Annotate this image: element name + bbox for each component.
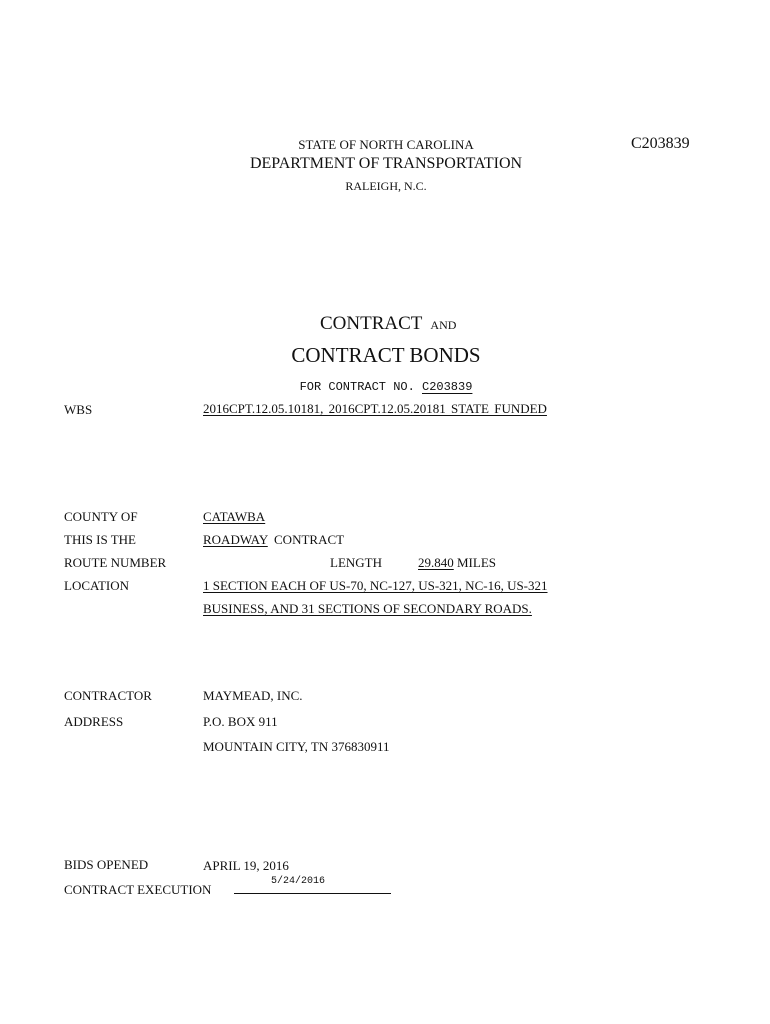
department-name: DEPARTMENT OF TRANSPORTATION <box>249 155 523 172</box>
county-label: COUNTY OF <box>64 509 138 524</box>
contract-type-line <box>203 532 344 548</box>
wbs-label: WBS <box>64 402 93 417</box>
contract-title: CONTRACT <box>320 313 423 334</box>
length-value: 29.840 <box>418 555 454 570</box>
length-label: LENGTH <box>330 555 382 570</box>
location-label: LOCATION <box>64 578 129 593</box>
bids-opened-value: APRIL 19, 2016 <box>203 858 289 873</box>
bids-opened-label: BIDS OPENED <box>64 857 149 872</box>
route-number-label: ROUTE NUMBER <box>64 555 167 570</box>
county-value: CATAWBA <box>203 509 266 524</box>
wbs-value: 2016CPT.12.05.10181, 2016CPT.12.05.20181 STATE FUNDED <box>203 401 547 416</box>
contract-execution-date: 5/24/2016 <box>271 876 326 887</box>
address-line-1: P.O. BOX 911 <box>203 714 278 729</box>
for-contract-line <box>300 380 473 394</box>
location-line-1: 1 SECTION EACH OF US-70, NC-127, US-321, NC-16, US-321 <box>203 578 548 593</box>
address-line-2: MOUNTAIN CITY, TN 376830911 <box>203 739 390 754</box>
address-label: ADDRESS <box>64 714 124 729</box>
for-contract-number: C203839 <box>422 380 473 394</box>
location-line-2: BUSINESS, AND 31 SECTIONS OF SECONDARY ROADS. <box>203 601 532 616</box>
contract-word: CONTRACT <box>274 532 345 547</box>
execution-signature-line <box>234 893 391 894</box>
length-line <box>418 555 496 571</box>
contract-code: C203839 <box>631 135 690 152</box>
state-name: STATE OF NORTH CAROLINA <box>298 137 474 152</box>
contract-title-line <box>320 313 456 335</box>
length-unit: MILES <box>457 555 496 570</box>
contractor-name: MAYMEAD, INC. <box>203 688 303 703</box>
contractor-label: CONTRACTOR <box>64 688 152 703</box>
contract-execution-label: CONTRACT EXECUTION <box>64 882 212 897</box>
contract-bonds-title: CONTRACT BONDS <box>291 343 481 367</box>
for-contract-prefix: FOR CONTRACT NO. <box>299 380 415 394</box>
this-is-the-label: THIS IS THE <box>64 532 136 547</box>
and-word: AND <box>430 318 457 332</box>
department-city: RALEIGH, N.C. <box>345 179 427 193</box>
contract-type-value: ROADWAY <box>203 532 268 547</box>
